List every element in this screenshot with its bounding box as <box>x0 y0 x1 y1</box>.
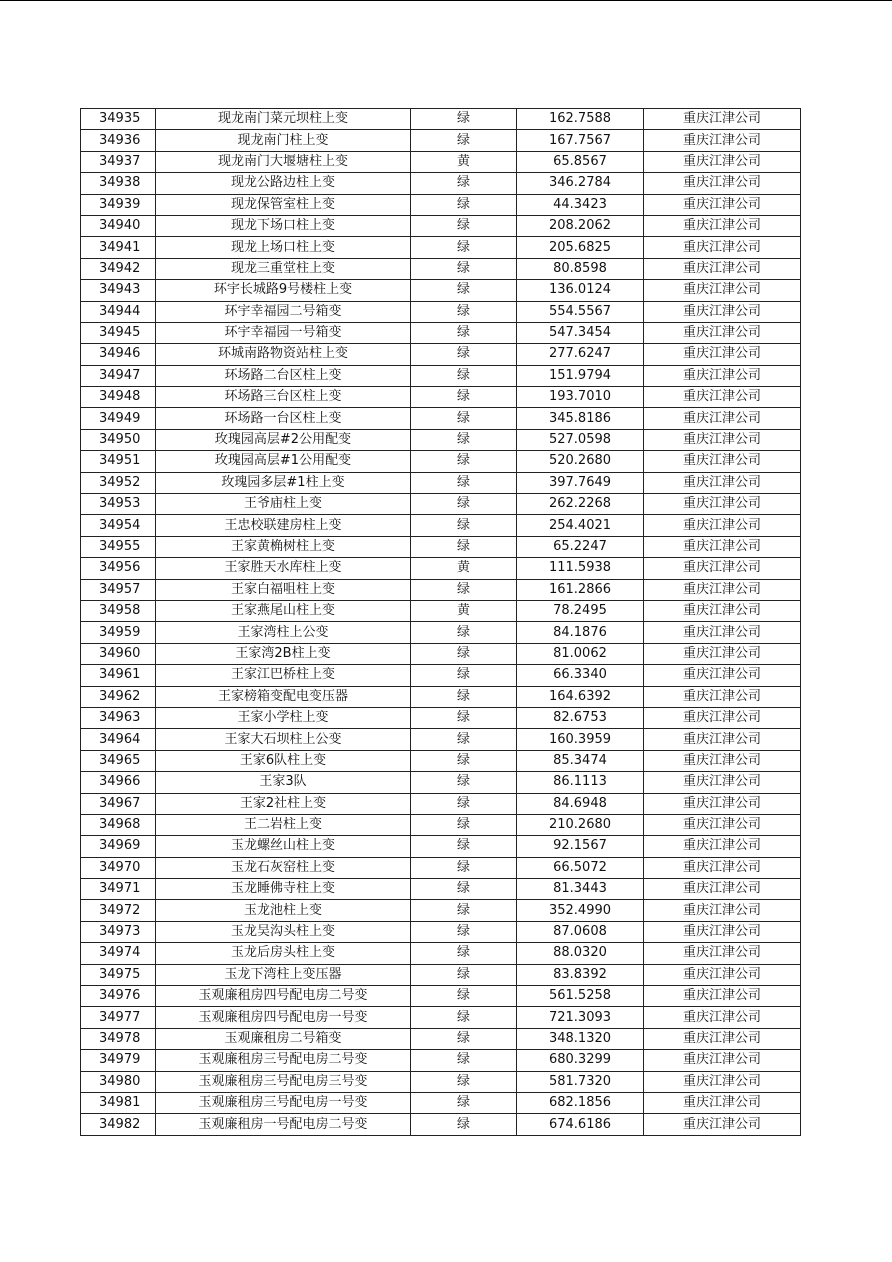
cell-status: 绿 <box>411 964 517 985</box>
cell-value: 581.7320 <box>517 1071 644 1092</box>
cell-id: 34950 <box>81 429 156 450</box>
cell-status: 绿 <box>411 643 517 664</box>
cell-name: 玉龙吴沟头柱上变 <box>156 921 411 942</box>
cell-status: 绿 <box>411 814 517 835</box>
table-row <box>81 857 801 878</box>
cell-id: 34946 <box>81 344 156 365</box>
cell-company: 重庆江津公司 <box>644 322 801 343</box>
cell-company: 重庆江津公司 <box>644 365 801 386</box>
cell-company: 重庆江津公司 <box>644 943 801 964</box>
table-row <box>81 365 801 386</box>
cell-id: 34977 <box>81 1007 156 1028</box>
cell-value: 87.0608 <box>517 921 644 942</box>
table-body <box>81 109 801 1136</box>
cell-value: 680.3299 <box>517 1050 644 1071</box>
cell-status: 绿 <box>411 986 517 1007</box>
cell-name: 王家江巴桥柱上变 <box>156 665 411 686</box>
table-row <box>81 900 801 921</box>
cell-id: 34963 <box>81 707 156 728</box>
cell-status: 绿 <box>411 793 517 814</box>
cell-company: 重庆江津公司 <box>644 194 801 215</box>
cell-id: 34980 <box>81 1071 156 1092</box>
cell-name: 现龙南门大堰塘柱上变 <box>156 151 411 172</box>
cell-name: 王忠校联建房柱上变 <box>156 515 411 536</box>
cell-status: 绿 <box>411 215 517 236</box>
cell-company: 重庆江津公司 <box>644 1050 801 1071</box>
table-row <box>81 707 801 728</box>
table-row <box>81 472 801 493</box>
cell-value: 345.8186 <box>517 408 644 429</box>
cell-name: 环场路三台区柱上变 <box>156 387 411 408</box>
cell-value: 167.7567 <box>517 130 644 151</box>
table-row <box>81 964 801 985</box>
cell-id: 34952 <box>81 472 156 493</box>
cell-id: 34968 <box>81 814 156 835</box>
table-row <box>81 879 801 900</box>
cell-company: 重庆江津公司 <box>644 130 801 151</box>
table-row <box>81 1071 801 1092</box>
cell-status: 绿 <box>411 451 517 472</box>
cell-status: 绿 <box>411 301 517 322</box>
cell-company: 重庆江津公司 <box>644 643 801 664</box>
cell-value: 81.0062 <box>517 643 644 664</box>
cell-id: 34947 <box>81 365 156 386</box>
table-row <box>81 772 801 793</box>
cell-value: 44.3423 <box>517 194 644 215</box>
cell-status: 绿 <box>411 1071 517 1092</box>
cell-company: 重庆江津公司 <box>644 857 801 878</box>
cell-status: 绿 <box>411 1007 517 1028</box>
cell-status: 绿 <box>411 1092 517 1113</box>
cell-name: 玉龙石灰窑柱上变 <box>156 857 411 878</box>
cell-status: 绿 <box>411 173 517 194</box>
cell-status: 黄 <box>411 151 517 172</box>
cell-id: 34959 <box>81 622 156 643</box>
cell-company: 重庆江津公司 <box>644 900 801 921</box>
cell-company: 重庆江津公司 <box>644 429 801 450</box>
cell-value: 397.7649 <box>517 472 644 493</box>
cell-name: 王家大石坝柱上公变 <box>156 729 411 750</box>
cell-value: 66.5072 <box>517 857 644 878</box>
cell-status: 绿 <box>411 1114 517 1135</box>
table-row <box>81 579 801 600</box>
table-row <box>81 494 801 515</box>
table-row <box>81 536 801 557</box>
cell-status: 绿 <box>411 130 517 151</box>
cell-value: 277.6247 <box>517 344 644 365</box>
cell-status: 绿 <box>411 836 517 857</box>
cell-value: 210.2680 <box>517 814 644 835</box>
cell-status: 绿 <box>411 494 517 515</box>
table-row <box>81 750 801 771</box>
cell-name: 环宇幸福园一号箱变 <box>156 322 411 343</box>
cell-name: 现龙南门菜元坝柱上变 <box>156 109 411 130</box>
cell-company: 重庆江津公司 <box>644 729 801 750</box>
table-row <box>81 151 801 172</box>
cell-value: 83.8392 <box>517 964 644 985</box>
cell-company: 重庆江津公司 <box>644 344 801 365</box>
cell-name: 环宇幸福园二号箱变 <box>156 301 411 322</box>
cell-id: 34955 <box>81 536 156 557</box>
cell-company: 重庆江津公司 <box>644 558 801 579</box>
cell-company: 重庆江津公司 <box>644 579 801 600</box>
table-row <box>81 344 801 365</box>
table-row <box>81 600 801 621</box>
cell-value: 162.7588 <box>517 109 644 130</box>
cell-id: 34954 <box>81 515 156 536</box>
cell-name: 现龙公路边柱上变 <box>156 173 411 194</box>
table-row <box>81 814 801 835</box>
cell-id: 34981 <box>81 1092 156 1113</box>
cell-status: 绿 <box>411 729 517 750</box>
cell-status: 绿 <box>411 515 517 536</box>
cell-value: 160.3959 <box>517 729 644 750</box>
cell-id: 34972 <box>81 900 156 921</box>
cell-value: 161.2866 <box>517 579 644 600</box>
cell-id: 34965 <box>81 750 156 771</box>
cell-status: 绿 <box>411 194 517 215</box>
cell-name: 玉龙螺丝山柱上变 <box>156 836 411 857</box>
cell-status: 绿 <box>411 408 517 429</box>
cell-status: 绿 <box>411 387 517 408</box>
cell-name: 环场路二台区柱上变 <box>156 365 411 386</box>
cell-name: 玫瑰园高层#1公用配变 <box>156 451 411 472</box>
cell-name: 玉龙睡佛寺柱上变 <box>156 879 411 900</box>
table-row <box>81 515 801 536</box>
cell-id: 34979 <box>81 1050 156 1071</box>
cell-company: 重庆江津公司 <box>644 814 801 835</box>
cell-value: 520.2680 <box>517 451 644 472</box>
cell-status: 绿 <box>411 365 517 386</box>
cell-company: 重庆江津公司 <box>644 151 801 172</box>
cell-name: 玉观廉租房三号配电房一号变 <box>156 1092 411 1113</box>
cell-name: 玉观廉租房一号配电房二号变 <box>156 1114 411 1135</box>
table-row <box>81 194 801 215</box>
cell-company: 重庆江津公司 <box>644 707 801 728</box>
cell-name: 王家湾2B柱上变 <box>156 643 411 664</box>
cell-name: 现龙下场口柱上变 <box>156 215 411 236</box>
table-row <box>81 793 801 814</box>
cell-name: 玉龙下湾柱上变压器 <box>156 964 411 985</box>
cell-name: 王家小学柱上变 <box>156 707 411 728</box>
cell-value: 85.3474 <box>517 750 644 771</box>
cell-company: 重庆江津公司 <box>644 237 801 258</box>
cell-company: 重庆江津公司 <box>644 964 801 985</box>
cell-name: 玫瑰园高层#2公用配变 <box>156 429 411 450</box>
cell-value: 81.3443 <box>517 879 644 900</box>
cell-value: 547.3454 <box>517 322 644 343</box>
cell-status: 绿 <box>411 900 517 921</box>
cell-status: 绿 <box>411 750 517 771</box>
cell-id: 34938 <box>81 173 156 194</box>
cell-value: 66.3340 <box>517 665 644 686</box>
cell-company: 重庆江津公司 <box>644 536 801 557</box>
cell-value: 111.5938 <box>517 558 644 579</box>
cell-status: 绿 <box>411 237 517 258</box>
cell-status: 绿 <box>411 109 517 130</box>
cell-value: 92.1567 <box>517 836 644 857</box>
cell-id: 34948 <box>81 387 156 408</box>
cell-company: 重庆江津公司 <box>644 280 801 301</box>
cell-name: 玉龙后房头柱上变 <box>156 943 411 964</box>
cell-status: 绿 <box>411 579 517 600</box>
table-row <box>81 237 801 258</box>
cell-id: 34966 <box>81 772 156 793</box>
cell-name: 王家3队 <box>156 772 411 793</box>
cell-status: 绿 <box>411 665 517 686</box>
cell-value: 193.7010 <box>517 387 644 408</box>
table-row <box>81 686 801 707</box>
cell-name: 环城南路物资站柱上变 <box>156 344 411 365</box>
cell-status: 绿 <box>411 622 517 643</box>
cell-company: 重庆江津公司 <box>644 109 801 130</box>
cell-name: 王家白福咀柱上变 <box>156 579 411 600</box>
cell-company: 重庆江津公司 <box>644 387 801 408</box>
cell-name: 王家黄桷树柱上变 <box>156 536 411 557</box>
cell-id: 34961 <box>81 665 156 686</box>
cell-name: 环宇长城路9号楼柱上变 <box>156 280 411 301</box>
cell-value: 682.1856 <box>517 1092 644 1113</box>
cell-company: 重庆江津公司 <box>644 515 801 536</box>
cell-id: 34957 <box>81 579 156 600</box>
cell-value: 348.1320 <box>517 1028 644 1049</box>
table-row <box>81 429 801 450</box>
cell-value: 554.5567 <box>517 301 644 322</box>
cell-name: 王家湾柱上公变 <box>156 622 411 643</box>
table-row <box>81 943 801 964</box>
cell-company: 重庆江津公司 <box>644 1092 801 1113</box>
cell-name: 玉观廉租房四号配电房二号变 <box>156 986 411 1007</box>
cell-value: 346.2784 <box>517 173 644 194</box>
cell-id: 34936 <box>81 130 156 151</box>
table-row <box>81 130 801 151</box>
cell-id: 34970 <box>81 857 156 878</box>
table-row <box>81 643 801 664</box>
cell-id: 34982 <box>81 1114 156 1135</box>
cell-value: 136.0124 <box>517 280 644 301</box>
table-row <box>81 280 801 301</box>
cell-status: 绿 <box>411 921 517 942</box>
cell-status: 绿 <box>411 686 517 707</box>
cell-name: 现龙保管室柱上变 <box>156 194 411 215</box>
cell-id: 34976 <box>81 986 156 1007</box>
cell-value: 65.2247 <box>517 536 644 557</box>
cell-status: 绿 <box>411 258 517 279</box>
cell-id: 34945 <box>81 322 156 343</box>
cell-status: 绿 <box>411 879 517 900</box>
cell-id: 34964 <box>81 729 156 750</box>
cell-id: 34943 <box>81 280 156 301</box>
cell-company: 重庆江津公司 <box>644 1114 801 1135</box>
cell-id: 34951 <box>81 451 156 472</box>
cell-company: 重庆江津公司 <box>644 836 801 857</box>
cell-value: 561.5258 <box>517 986 644 1007</box>
cell-company: 重庆江津公司 <box>644 622 801 643</box>
cell-status: 绿 <box>411 280 517 301</box>
cell-name: 王二岩柱上变 <box>156 814 411 835</box>
cell-company: 重庆江津公司 <box>644 686 801 707</box>
cell-id: 34939 <box>81 194 156 215</box>
cell-company: 重庆江津公司 <box>644 665 801 686</box>
cell-value: 262.2268 <box>517 494 644 515</box>
cell-company: 重庆江津公司 <box>644 750 801 771</box>
cell-status: 绿 <box>411 857 517 878</box>
cell-id: 34935 <box>81 109 156 130</box>
cell-id: 34942 <box>81 258 156 279</box>
cell-value: 86.1113 <box>517 772 644 793</box>
cell-id: 34969 <box>81 836 156 857</box>
table-row <box>81 1114 801 1135</box>
cell-company: 重庆江津公司 <box>644 494 801 515</box>
cell-company: 重庆江津公司 <box>644 451 801 472</box>
cell-name: 环场路一台区柱上变 <box>156 408 411 429</box>
table-row <box>81 258 801 279</box>
cell-company: 重庆江津公司 <box>644 258 801 279</box>
cell-value: 151.9794 <box>517 365 644 386</box>
cell-id: 34971 <box>81 879 156 900</box>
cell-name: 现龙南门柱上变 <box>156 130 411 151</box>
transformer-table <box>80 108 801 1136</box>
cell-name: 王家6队柱上变 <box>156 750 411 771</box>
cell-name: 王家胜天水库柱上变 <box>156 558 411 579</box>
cell-status: 绿 <box>411 344 517 365</box>
cell-value: 78.2495 <box>517 600 644 621</box>
cell-value: 84.6948 <box>517 793 644 814</box>
cell-id: 34953 <box>81 494 156 515</box>
table-row <box>81 387 801 408</box>
cell-id: 34978 <box>81 1028 156 1049</box>
cell-id: 34967 <box>81 793 156 814</box>
table-row <box>81 729 801 750</box>
cell-status: 绿 <box>411 772 517 793</box>
cell-status: 黄 <box>411 600 517 621</box>
cell-status: 绿 <box>411 429 517 450</box>
cell-name: 现龙三重堂柱上变 <box>156 258 411 279</box>
table-row <box>81 1028 801 1049</box>
cell-name: 现龙上场口柱上变 <box>156 237 411 258</box>
cell-company: 重庆江津公司 <box>644 301 801 322</box>
cell-value: 721.3093 <box>517 1007 644 1028</box>
cell-name: 王爷庙柱上变 <box>156 494 411 515</box>
table-row <box>81 558 801 579</box>
cell-value: 82.6753 <box>517 707 644 728</box>
table-row <box>81 921 801 942</box>
cell-status: 黄 <box>411 558 517 579</box>
cell-id: 34974 <box>81 943 156 964</box>
table-row <box>81 322 801 343</box>
cell-id: 34941 <box>81 237 156 258</box>
cell-name: 玉观廉租房三号配电房二号变 <box>156 1050 411 1071</box>
table-row <box>81 1092 801 1113</box>
cell-id: 34944 <box>81 301 156 322</box>
cell-status: 绿 <box>411 1050 517 1071</box>
cell-company: 重庆江津公司 <box>644 793 801 814</box>
cell-value: 80.8598 <box>517 258 644 279</box>
cell-company: 重庆江津公司 <box>644 600 801 621</box>
table-row <box>81 986 801 1007</box>
cell-name: 玉观廉租房二号箱变 <box>156 1028 411 1049</box>
cell-id: 34940 <box>81 215 156 236</box>
table-row <box>81 622 801 643</box>
cell-id: 34956 <box>81 558 156 579</box>
cell-value: 84.1876 <box>517 622 644 643</box>
table-row <box>81 408 801 429</box>
cell-company: 重庆江津公司 <box>644 215 801 236</box>
cell-name: 王家2社柱上变 <box>156 793 411 814</box>
cell-company: 重庆江津公司 <box>644 408 801 429</box>
cell-id: 34960 <box>81 643 156 664</box>
cell-company: 重庆江津公司 <box>644 1007 801 1028</box>
cell-company: 重庆江津公司 <box>644 472 801 493</box>
cell-company: 重庆江津公司 <box>644 1028 801 1049</box>
cell-name: 玫瑰园多层#1柱上变 <box>156 472 411 493</box>
cell-id: 34937 <box>81 151 156 172</box>
cell-status: 绿 <box>411 536 517 557</box>
table-row <box>81 173 801 194</box>
cell-name: 玉龙池柱上变 <box>156 900 411 921</box>
cell-company: 重庆江津公司 <box>644 921 801 942</box>
cell-status: 绿 <box>411 322 517 343</box>
cell-value: 164.6392 <box>517 686 644 707</box>
cell-id: 34975 <box>81 964 156 985</box>
cell-value: 88.0320 <box>517 943 644 964</box>
cell-status: 绿 <box>411 1028 517 1049</box>
table-row <box>81 1007 801 1028</box>
cell-value: 352.4990 <box>517 900 644 921</box>
cell-value: 527.0598 <box>517 429 644 450</box>
cell-name: 玉观廉租房四号配电房一号变 <box>156 1007 411 1028</box>
cell-value: 205.6825 <box>517 237 644 258</box>
cell-id: 34949 <box>81 408 156 429</box>
table-row <box>81 1050 801 1071</box>
cell-id: 34962 <box>81 686 156 707</box>
table-row <box>81 215 801 236</box>
page-top-border <box>0 0 892 1</box>
cell-name: 王家榜箱变配电变压器 <box>156 686 411 707</box>
cell-id: 34958 <box>81 600 156 621</box>
cell-value: 254.4021 <box>517 515 644 536</box>
cell-company: 重庆江津公司 <box>644 879 801 900</box>
table-row <box>81 836 801 857</box>
cell-company: 重庆江津公司 <box>644 772 801 793</box>
cell-status: 绿 <box>411 943 517 964</box>
cell-name: 玉观廉租房三号配电房三号变 <box>156 1071 411 1092</box>
cell-name: 王家燕尾山柱上变 <box>156 600 411 621</box>
cell-value: 674.6186 <box>517 1114 644 1135</box>
cell-company: 重庆江津公司 <box>644 1071 801 1092</box>
cell-value: 208.2062 <box>517 215 644 236</box>
cell-value: 65.8567 <box>517 151 644 172</box>
cell-company: 重庆江津公司 <box>644 173 801 194</box>
table-row <box>81 665 801 686</box>
table-row <box>81 301 801 322</box>
cell-status: 绿 <box>411 707 517 728</box>
cell-status: 绿 <box>411 472 517 493</box>
table-row <box>81 451 801 472</box>
cell-company: 重庆江津公司 <box>644 986 801 1007</box>
cell-id: 34973 <box>81 921 156 942</box>
table-row <box>81 109 801 130</box>
